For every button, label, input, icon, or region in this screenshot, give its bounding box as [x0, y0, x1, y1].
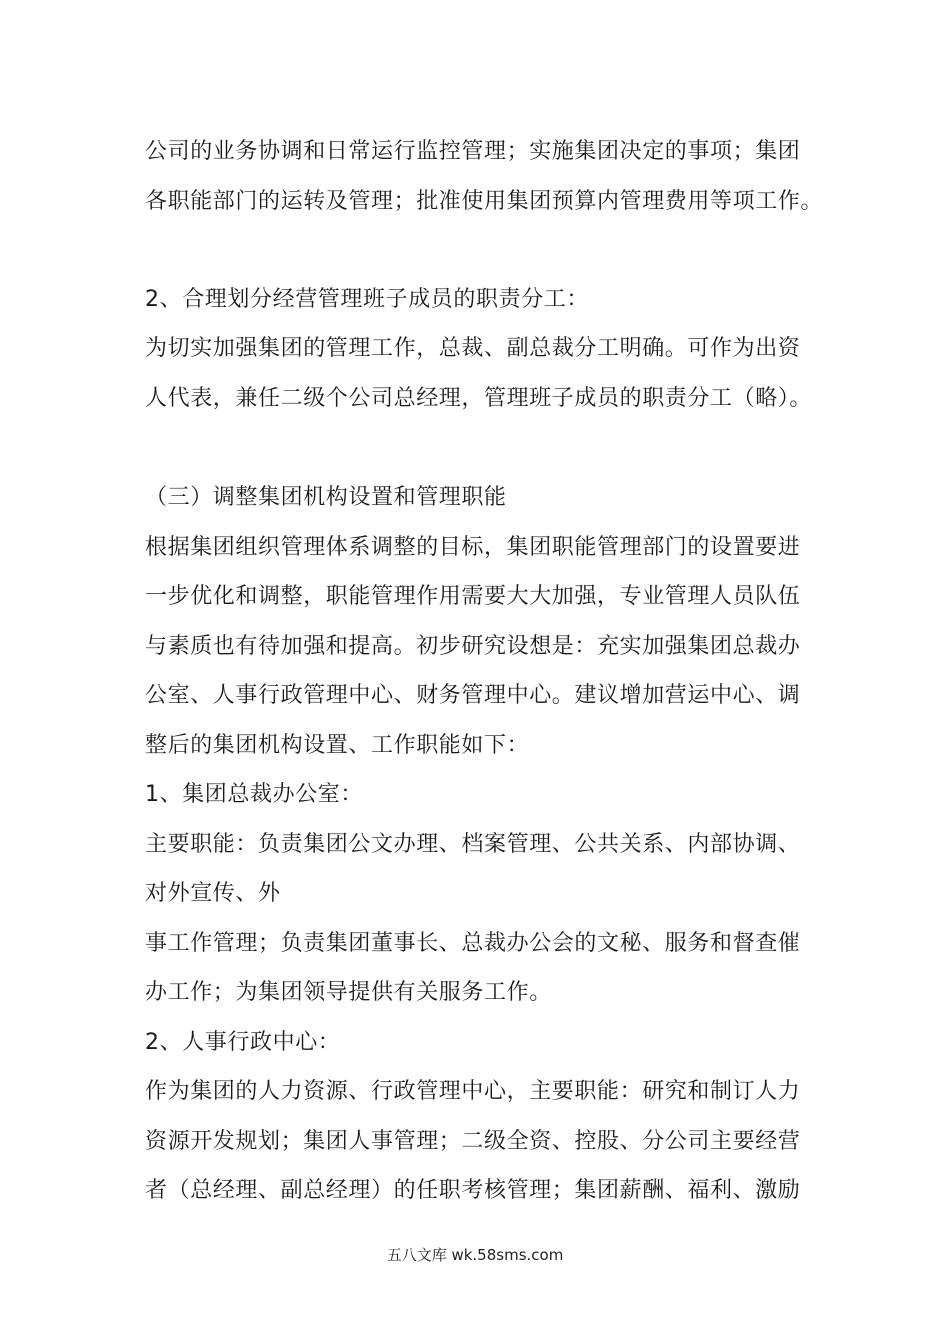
text-line: 2、人事行政中心：: [145, 1030, 341, 1055]
text-line: 公司的业务协调和日常运行监控管理；实施集团决定的事项；集团: [145, 139, 801, 164]
text-line: 资源开发规划；集团人事管理；二级全资、控股、分公司主要经营: [145, 1129, 801, 1154]
text-line: 主要职能：负责集团公文办理、档案管理、公共关系、内部协调、: [145, 832, 801, 857]
text-line: 各职能部门的运转及管理；批准使用集团预算内管理费用等项工作。: [145, 189, 824, 214]
text-line: 对外宣传、外: [145, 881, 281, 906]
text-line: 人代表，兼任二级个公司总经理，管理班子成员的职责分工（略）。: [145, 386, 813, 411]
text-line: 者（总经理、副总经理）的任职考核管理；集团薪酬、福利、激励: [145, 1178, 801, 1203]
text-line: 办工作；为集团领导提供有关服务工作。: [145, 980, 552, 1005]
text-line: 1、集团总裁办公室：: [145, 782, 363, 807]
text-line: 作为集团的人力资源、行政管理中心，主要职能：研究和制订人力: [145, 1079, 801, 1104]
page-footer: 五八文库 wk.58sms.com: [386, 1246, 564, 1264]
text-line: 为切实加强集团的管理工作，总裁、副总裁分工明确。可作为出资: [145, 336, 801, 361]
text-line: 2、合理划分经营管理班子成员的职责分工：: [145, 287, 589, 312]
text-line: 一步优化和调整，职能管理作用需要大大加强，专业管理人员队伍: [145, 584, 801, 609]
text-line: 与素质也有待加强和提高。初步研究设想是：充实加强集团总裁办: [145, 634, 801, 659]
text-line: 根据集团组织管理体系调整的目标，集团职能管理部门的设置要进: [145, 535, 801, 560]
text-line: 整后的集团机构设置、工作职能如下：: [145, 733, 530, 758]
text-line: 事工作管理；负责集团董事长、总裁办公会的文秘、服务和督查催: [145, 931, 801, 956]
text-line: 公室、人事行政管理中心、财务管理中心。建议增加营运中心、调: [145, 683, 801, 708]
section-heading: （三）调整集团机构设置和管理职能: [145, 485, 507, 510]
